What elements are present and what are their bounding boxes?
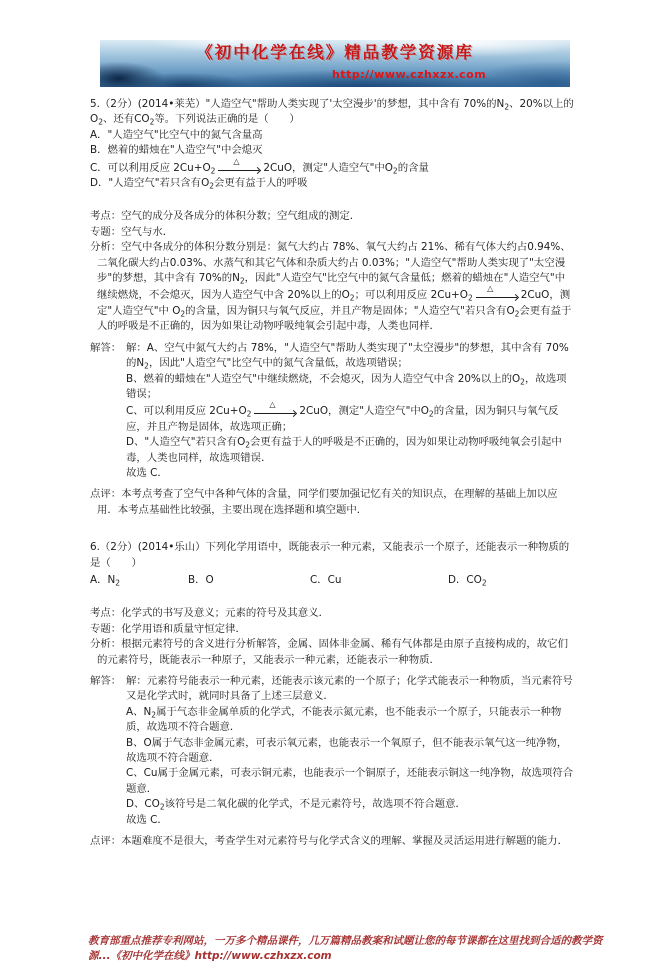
footer-text: 教育部重点推荐专利网站，一万多个精品课件，几万篇精品教案和试题让您的每节课都在这里找到合适的教学资源... bbox=[88, 935, 603, 962]
answer-paragraph: A、$N_2$属于气态非金属单质的化学式，不能表示氮元素，也不能表示一个原子，只能表示一种物质，故选项不符合题意． bbox=[126, 705, 562, 734]
q5-points-text: 空气的成分及各成分的体积分数；空气组成的测定． bbox=[121, 210, 361, 223]
q6-answer-body bbox=[126, 674, 574, 828]
q5-answer-label: 解答： bbox=[90, 341, 122, 354]
q6-category bbox=[90, 622, 574, 637]
q5-analysis bbox=[90, 240, 574, 334]
q6-answer bbox=[90, 674, 574, 828]
footer-site-name: 《初中化学在线》 bbox=[110, 950, 195, 962]
q6-option-b: B．O bbox=[188, 573, 214, 586]
q5-stem: 5.（2分）(2014•莱芜）"人造空气"帮助人类实现了'太空漫步'的梦想，其中含有 70%的$N_2$、20%以上的$O_2$、还有$CO_2$等。下列说法正确的是（ ） bbox=[90, 98, 574, 127]
q6-comment-label: 点评： bbox=[90, 835, 122, 848]
answer-paragraph: 故选 C． bbox=[126, 813, 168, 826]
answer-paragraph: C、Cu属于金属元素，可表示铜元素，也能表示一个铜原子，还能表示铜这一纯净物，故选项符合题意． bbox=[126, 767, 574, 795]
heating-condition-arrow-icon: △ bbox=[476, 286, 518, 301]
footer-url-link[interactable]: http://www.czhxzx.com bbox=[194, 950, 332, 962]
q5-answer-body bbox=[126, 341, 574, 482]
answer-paragraph: D、$CO_2$该符号是二氧化碳的化学式，不是元素符号，故选项不符合题意． bbox=[126, 798, 466, 812]
q6-comment bbox=[90, 834, 574, 849]
q5-analysis-label: 分析： bbox=[90, 241, 122, 254]
footer-promo bbox=[88, 934, 606, 964]
heating-condition-arrow-icon: △ bbox=[218, 159, 260, 174]
q6-option-d: D．$CO_2$ bbox=[448, 573, 487, 588]
q5-category-text: 空气与水． bbox=[121, 225, 174, 238]
q6-analysis bbox=[90, 637, 574, 668]
q5-analysis-text: 空气中各成分的体积分数分别是：氮气大约占 78%、氧气大约占 21%、稀有气体大约占0.94%、二氧化碳大约占0.03%、水蒸气和其它气体和杂质大约占 0.03%；"人造空气"帮助人类实现了"太空漫步"的梦想，其中含有 70%的$N_2$，因此"人造空气"比空气中的氮气含量低；燃着的蜡烛在"人造空气"中继续燃烧，不会熄灭，因为人造空气中含 20%以上的$O_2$；可以利用反应 $2Cu+O_2$ △ 2CuO，测定"人造空气"中 $O_2$的含量，因为铜只与氧气反应，并且产物是固体；"人造空气"若只含有$O_2$会更有益于人的呼吸是不正确的，因为如果让动物呼吸纯氧会引起中毒，人类也同样． bbox=[97, 241, 572, 333]
q5-answer bbox=[90, 341, 574, 482]
answer-paragraph: 解：A、空气中氮气大约占 78%，"人造空气"帮助人类实现了"太空漫步"的梦想，其中含有 70%的$N_2$，因此"人造空气"比空气中的氮气含量低，故选项错误； bbox=[126, 341, 569, 371]
q5-option-d: D．"人造空气"若只含有$O_2$会更有益于人的呼吸 bbox=[90, 177, 308, 191]
q6-option-a: A．$N_2$ bbox=[90, 573, 121, 588]
document-page bbox=[0, 40, 662, 976]
q6-points-text: 化学式的书写及意义；元素的符号及其意义． bbox=[121, 607, 329, 620]
q6-option-c: C．Cu bbox=[310, 573, 342, 586]
answer-paragraph: D、"人造空气"若只含有$O_2$会更有益于人的呼吸是不正确的，因为如果让动物呼吸纯氧会引起中毒，人类也同样，故选项错误． bbox=[126, 436, 562, 464]
q6-category-text: 化学用语和质量守恒定律． bbox=[121, 622, 246, 635]
q6-points-label: 考点： bbox=[90, 607, 122, 620]
answer-paragraph: 解：元素符号能表示一种元素，还能表示该元素的一个原子；化学式能表示一种物质，当元素符号又是化学式时，就同时具备了上述三层意义． bbox=[126, 675, 573, 703]
q5-option-a: A．"人造空气"比空气中的氮气含量高 bbox=[90, 128, 263, 141]
answer-paragraph: C、可以利用反应 $2Cu+O_2$ △ 2CuO，测定"人造空气"中$O_2$的含量，因为铜只与氧气反应，并且产物是固体，故选项正确； bbox=[126, 400, 559, 433]
q5-option-c: C．可以利用反应 $2Cu+O_2$ △ 2CuO，测定"人造空气"中$O_2$的含量 bbox=[90, 156, 429, 176]
q5-comment bbox=[90, 487, 574, 518]
q5-comment-label: 点评： bbox=[90, 488, 122, 501]
q6-stem: 6.（2分）(2014•乐山）下列化学用语中，既能表示一种元素，又能表示一个原子，还能表示一种物质的是（ ） bbox=[90, 541, 570, 569]
q5-category-label: 专题： bbox=[90, 225, 122, 238]
q5-points bbox=[90, 209, 574, 224]
q6-comment-text: 本题难度不是很大，考查学生对元素符号与化学式含义的理解、掌握及灵活运用进行解题的能力． bbox=[121, 835, 568, 848]
q6-analysis-label: 分析： bbox=[90, 638, 122, 651]
answer-paragraph: B、O属于气态非金属元素，可表示氧元素，也能表示一个氧原子，但不能表示氧气这一纯净物，故选项不符合题意． bbox=[126, 736, 568, 765]
banner-url-link[interactable]: http://www.czhxzx.com bbox=[332, 68, 487, 81]
q5-points-label: 考点： bbox=[90, 210, 122, 223]
q6-points bbox=[90, 606, 574, 621]
q5-option-b: B．燃着的蜡烛在"人造空气"中会熄灭 bbox=[90, 144, 263, 157]
site-banner-image bbox=[100, 40, 570, 87]
q6-answer-label: 解答： bbox=[90, 675, 122, 687]
q5-comment-text: 本考点考查了空气中各种气体的含量，同学们要加强记忆有关的知识点，在理解的基础上加以应用．本考点基础性比较强，主要出现在选择题和填空题中． bbox=[97, 488, 558, 516]
banner-title: 《初中化学在线》精品教学资源库 bbox=[196, 43, 474, 62]
q6-analysis-text: 根据元素符号的含义进行分析解答，金属、固体非金属、稀有气体都是由原子直接构成的，故它们的元素符号，既能表示一种原子，又能表示一种元素，还能表示一种物质． bbox=[97, 638, 568, 666]
document-content bbox=[90, 97, 574, 849]
answer-paragraph: 故选 C． bbox=[126, 466, 168, 479]
heating-condition-arrow-icon: △ bbox=[254, 402, 296, 417]
q6-category-label: 专题： bbox=[90, 622, 122, 635]
q6-options bbox=[90, 573, 574, 588]
answer-paragraph: B、燃着的蜡烛在"人造空气"中继续燃烧，不会熄灭，因为人造空气中含 20%以上的$O_2$，故选项错误； bbox=[126, 372, 567, 400]
q5-category bbox=[90, 225, 574, 240]
